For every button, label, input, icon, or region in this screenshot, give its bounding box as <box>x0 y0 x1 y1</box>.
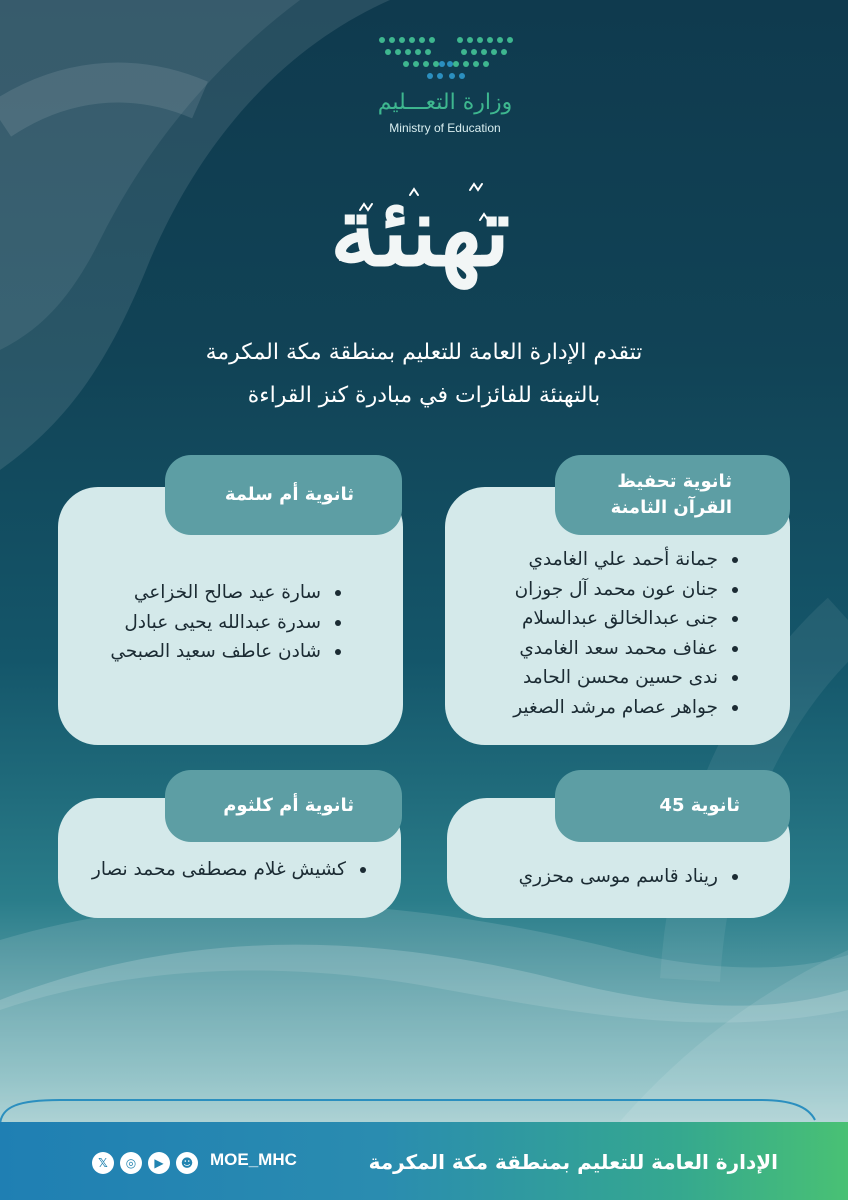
footer-org-name: الإدارة العامة للتعليم بمنطقة مكة المكرمة <box>368 1150 778 1174</box>
social-icons <box>92 1152 198 1174</box>
list-item: ريناد قاسم موسى محزري <box>519 862 740 892</box>
school-name-tab: ثانوية أم كلثوم <box>165 770 402 842</box>
list-item: جواهر عصام مرشد الصغير <box>513 693 740 723</box>
list-item: عفاف محمد سعد الغامدي <box>513 634 740 664</box>
student-list <box>92 855 368 885</box>
ministry-name-arabic: وزارة التعـــليم <box>377 90 513 115</box>
intro-line-2: بالتهنئة للفائزات في مبادرة كنز القراءة <box>247 383 601 408</box>
ministry-emblem-icon <box>378 32 514 84</box>
school-name-tab: ثانوية 45 <box>555 770 790 842</box>
student-list <box>110 578 343 667</box>
list-item: جنى عبدالخالق عبدالسلام <box>513 604 740 634</box>
school-name-tab: ثانوية تحفيظ القرآن الثامنة <box>555 455 790 535</box>
list-item: جنان عون محمد آل جوزان <box>513 575 740 605</box>
ministry-name-english: Ministry of Education <box>389 121 501 135</box>
instagram-icon[interactable]: ◎ <box>120 1152 142 1174</box>
list-item: سدرة عبدالله يحيى عبادل <box>110 608 343 638</box>
list-item: شادن عاطف سعيد الصبحي <box>110 637 343 667</box>
list-item: سارة عيد صالح الخزاعي <box>110 578 343 608</box>
intro-line-1: تتقدم الإدارة العامة للتعليم بمنطقة مكة المكرمة <box>205 340 643 365</box>
x-icon[interactable]: 𝕏 <box>92 1152 114 1174</box>
snapchat-icon[interactable]: ☻ <box>176 1152 198 1174</box>
social-handle[interactable]: MOE_MHC <box>210 1150 297 1169</box>
student-list <box>513 545 740 722</box>
page-title: تهنئة <box>329 175 511 288</box>
list-item: ندى حسين محسن الحامد <box>513 663 740 693</box>
list-item: كشيش غلام مصطفى محمد نصار <box>92 855 368 885</box>
ministry-logo <box>360 28 530 143</box>
list-item: جمانة أحمد علي الغامدي <box>513 545 740 575</box>
school-name-tab: ثانوية أم سلمة <box>165 455 402 535</box>
youtube-icon[interactable]: ▶ <box>148 1152 170 1174</box>
student-list <box>519 862 740 892</box>
